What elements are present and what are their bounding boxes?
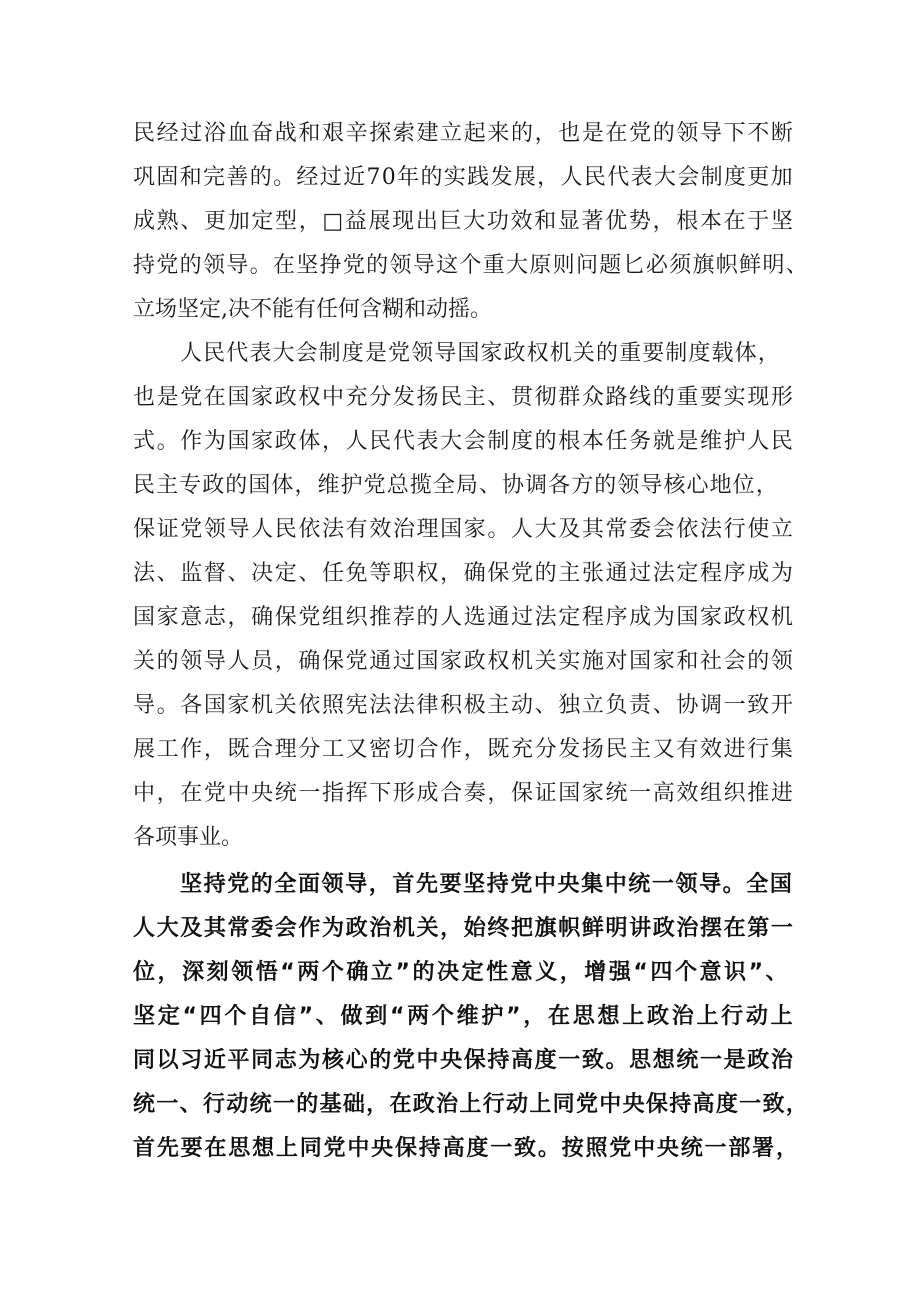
- text-line: 关 的 领 导 人 员 ， 确 保 党 通 过 国 家 政 权 机 关 实 施 对 国 家 和 社 会 的 领: [133, 649, 793, 674]
- text-line: 巩 固 和 完 善 的 。 经 过 近 7 0 年 的 实 践 发 展 ， 人 民 代 表 大 会 制 度 更 加: [133, 165, 793, 190]
- text-line: 持 党 的 领 导 。 在 坚 挣 党 的 领 导 这 个 重 大 原 则 问 题 匕 必 须 旗 帜 鲜 明 、: [133, 253, 808, 278]
- text-line: 位 ， 深 刻 领 悟 “ 两 个 确 立 ” 的 决 定 性 意 义 ， 增 强 “ 四 个 意 识 ” 、: [133, 960, 788, 985]
- text-line: 展 工 作 ， 既 合 理 分 工 又 密 切 合 作 ， 既 充 分 发 扬 民 主 又 有 效 进 行 集: [133, 737, 793, 762]
- text-line: 导 。 各 国 家 机 关 依 照 宪 法 法 律 积 极 主 动 、 独 立 负 责 、 协 调 一 致 开: [133, 693, 793, 718]
- text-line: 民 主 专 政 的 国 体 ， 维 护 党 总 揽 全 局 、 协 调 各 方 的 领 导 核 心 地 位 ，: [133, 473, 778, 498]
- text-line: 国 家 意 志 ， 确 保 党 组 织 推 荐 的 人 选 通 过 法 定 程 序 成 为 国 家 政 权 机: [133, 605, 793, 630]
- text-line: 坚 定 “ 四 个 自 信 ” 、 做 到 “ 两 个 维 护 ” ， 在 思 想 上 政 治 上 行 动 上: [133, 1004, 793, 1029]
- text-line: 首 先 要 在 思 想 上 同 党 中 央 保 持 高 度 一 致 。 按 照 党 中 央 统 一 部 署 ，: [133, 1136, 798, 1161]
- text-line: 坚 持 党 的 全 面 领 导 ， 首 先 要 坚 持 党 中 央 集 中 统 一 领 导 。 全 国: [180, 872, 792, 897]
- text-line: 式 。 作 为 国 家 政 体 ， 人 民 代 表 大 会 制 度 的 根 本 任 务 就 是 维 护 人 民: [133, 429, 793, 454]
- text-line: 统 一 、 行 动 统 一 的 基 础 ， 在 政 治 上 行 动 上 同 党 中 央 保 持 高 度 一 致 ，: [133, 1092, 808, 1117]
- text-line: 中 ， 在 党 中 央 统 一 指 挥 下 形 成 合 奏 ， 保 证 国 家 统 一 高 效 组 织 推 进: [133, 781, 793, 806]
- text-line: 民 经 过 浴 血 奋 战 和 艰 辛 探 索 建 立 起 来 的 ， 也 是 在 党 的 领 导 下 不 断: [133, 121, 793, 146]
- text-line: 人 民 代 表 大 会 制 度 是 党 领 导 国 家 政 权 机 关 的 重 要 制 度 载 体 ，: [180, 341, 780, 366]
- text-line: 同 以 习 近 平 同 志 为 核 心 的 党 中 央 保 持 高 度 一 致 。 思 想 统 一 是 政 治: [133, 1048, 793, 1073]
- text-line: 法 、 监 督 、 决 定 、 任 免 等 职 权 ， 确 保 党 的 主 张 通 过 法 定 程 序 成 为: [133, 561, 793, 586]
- text-line: 人 大 及 其 常 委 会 作 为 政 治 机 关 ， 始 终 把 旗 帜 鲜 明 讲 政 治 摆 在 第 一: [133, 916, 793, 941]
- text-line: 保 证 党 领 导 人 民 依 法 有 效 治 理 国 家 。 人 大 及 其 常 委 会 依 法 行 使 立: [133, 517, 793, 542]
- text-line: 立场坚定,决不能有任何含糊和动摇。: [133, 297, 492, 322]
- text-line: 各项事业。: [133, 825, 244, 850]
- text-line: 也 是 党 在 国 家 政 权 中 充 分 发 扬 民 主 、 贯 彻 群 众 路 线 的 重 要 实 现 形: [133, 385, 793, 410]
- text-line: 成 熟 、 更 加 定 型 ， □ 益 展 现 出 巨 大 功 效 和 显 著 优 势 ， 根 本 在 于 坚: [133, 209, 793, 234]
